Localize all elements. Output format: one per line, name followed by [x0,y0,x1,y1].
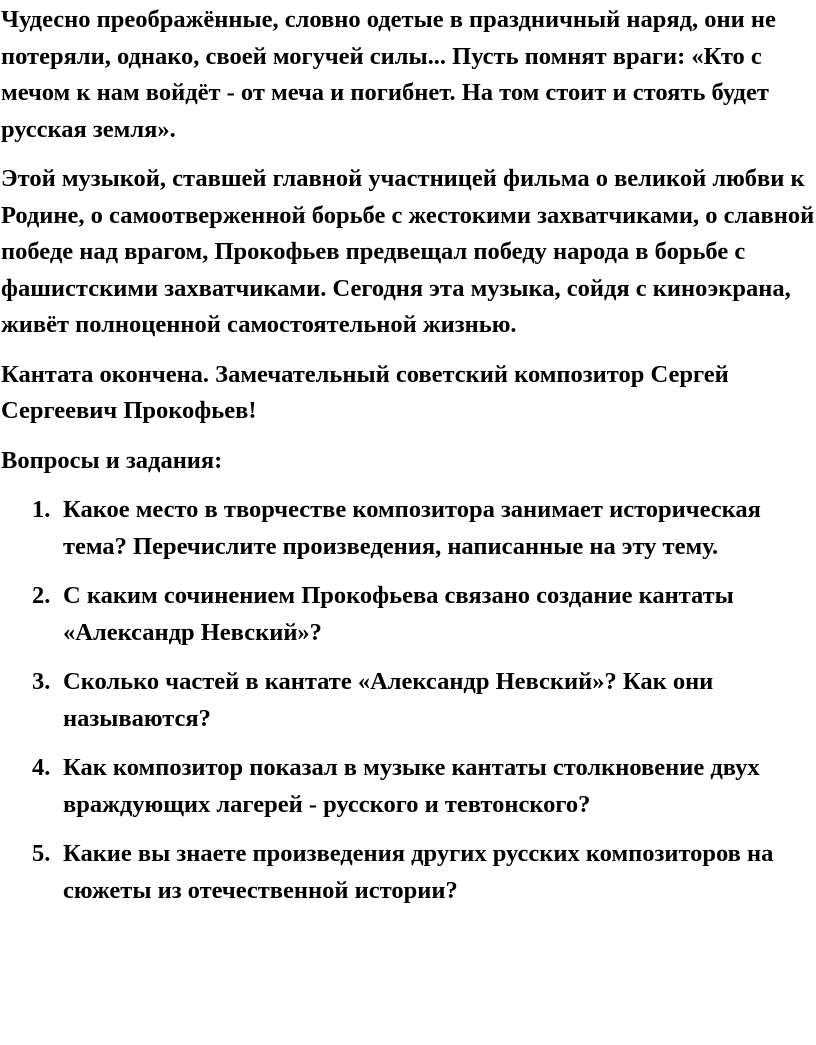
list-item [1,578,816,651]
list-item [1,664,816,737]
list-item [1,492,816,565]
list-item-text: Какое место в творчестве композитора занимает историческая тема? Перечислите произведения, написанные на эту тему. [63,496,761,560]
paragraph-cantata-ending: Кантата окончена. Замечательный советский композитор Сергей Сергеевич Прокофьев! [1,360,729,424]
paragraph-film-music: Этой музыкой, ставшей главной участницей фильма о великой любви к Родине, о самоотверженной борьбе с жестокими захватчиками, о славной победе над врагом, Прокофьев предвещал победу народа в борьбе с фашистскими захватчиками. Сегодня эта музыка, сойдя с киноэкрана, живёт полноценной самостоятельной жизнью. [1,165,815,338]
questions-list [1,492,816,909]
list-item-text: Какие вы знаете произведения других русских композиторов на сюжеты из отечественной истории? [63,840,774,904]
list-item-number: 4. [32,754,51,781]
list-item [1,836,816,909]
list-item-number: 1. [32,496,51,523]
list-item-number: 3. [32,668,51,695]
list-item-number: 5. [32,840,51,867]
questions-heading: Вопросы и задания: [1,446,223,474]
list-item-text: Как композитор показал в музыке кантаты столкновение двух враждующих лагерей - русского и тевтонского? [63,754,760,818]
list-item-number: 2. [32,582,51,609]
paragraph-victory-quote: Чудесно преображённые, словно одетые в праздничный наряд, они не потеряли, однако, своей могучей силы... Пусть помнят враги: «Кто с мечом к нам войдёт - от меча и погибнет. На том стоит и стоять будет русская земля». [1,6,776,143]
list-item [1,750,816,823]
list-item-text: С каким сочинением Прокофьева связано создание кантаты «Александр Невский»? [63,582,734,646]
list-item-text: Сколько частей в кантате «Александр Невский»? Как они называются? [63,668,714,732]
